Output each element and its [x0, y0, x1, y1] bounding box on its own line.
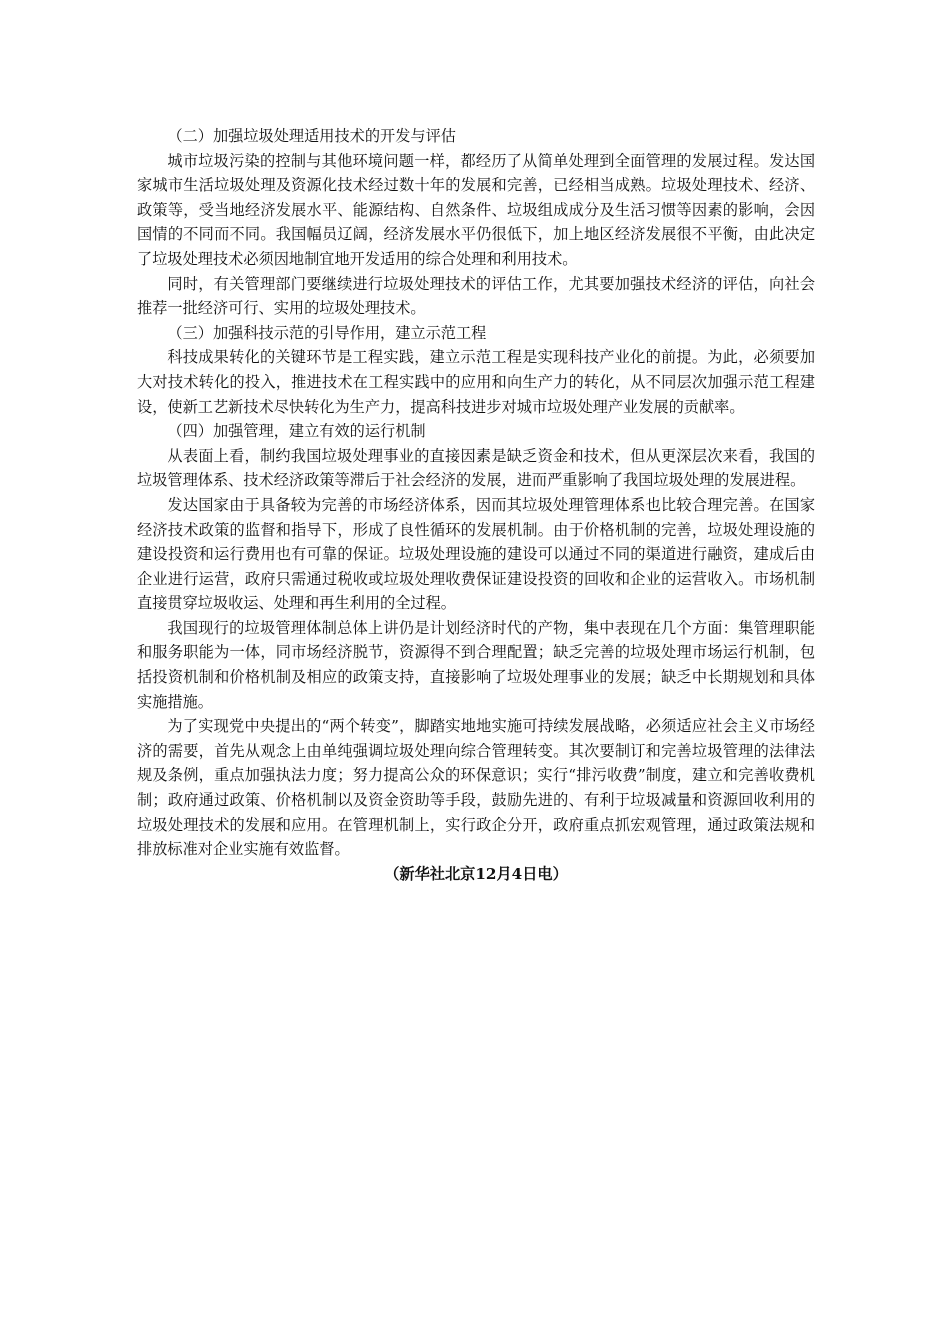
section-heading-2: （二）加强垃圾处理适用技术的开发与评估 [167, 127, 456, 145]
paragraph: 同时，有关管理部门要继续进行垃圾处理技术的评估工作，尤其要加强技术经济的评估，向社会推荐一批经济可行、实用的垃圾处理技术。 [137, 274, 815, 318]
section-heading-4: （四）加强管理，建立有效的运行机制 [167, 422, 426, 441]
paragraph: 科技成果转化的关键环节是工程实践，建立示范工程是实现科技产业化的前提。为此，必须要加大对技术转化的投入，推进技术在工程实践中的应用和向生产力的转化，从不同层次加强示范工程建设，使新工艺新技术尽快转化为生产力，提高科技进步对城市垃圾处理产业发展的贡献率。 [137, 348, 815, 416]
paragraph: 发达国家由于具备较为完善的市场经济体系，因而其垃圾处理管理体系也比较合理完善。在国家经济技术政策的监督和指导下，形成了良性循环的发展机制。由于价格机制的完善，垃圾处理设施的建设投资和运行费用也有可靠的保证。垃圾处理设施的建设可以通过不同的渠道进行融资，建成后由企业进行运营，政府只需通过税收或垃圾处理收费保证建设投资的回收和企业的运营收入。市场机制直接贯穿垃圾收运、处理和再生利用的全过程。 [137, 495, 815, 613]
document-body [137, 124, 815, 886]
section-heading-3: （三）加强科技示范的引导作用，建立示范工程 [167, 323, 487, 342]
dateline: （新华社北京12月4日电） [384, 864, 568, 883]
paragraph: 为了实现党中央提出的“两个转变”，脚踏实地地实施可持续发展战略，必须适应社会主义市场经济的需要，首先从观念上由单纯强调垃圾处理向综合管理转变。其次要制订和完善垃圾管理的法律法规及条例，重点加强执法力度；努力提高公众的环保意识；实行“排污收费”制度，建立和完善收费机制；政府通过政策、价格机制以及资金资助等手段，鼓励先进的、有利于垃圾减量和资源回收利用的垃圾处理技术的发展和应用。在管理机制上，实行政企分开，政府重点抓宏观管理，通过政策法规和排放标准对企业实施有效监督。 [137, 717, 815, 859]
paragraph: 城市垃圾污染的控制与其他环境问题一样，都经历了从简单处理到全面管理的发展过程。发达国家城市生活垃圾处理及资源化技术经过数十年的发展和完善，已经相当成熟。垃圾处理技术、经济、政策等，受当地经济发展水平、能源结构、自然条件、垃圾组成成分及生活习惯等因素的影响，会因国情的不同而不同。我国幅员辽阔，经济发展水平仍很低下，加上地区经济发展很不平衡，由此决定了垃圾处理技术必须因地制宜地开发适用的综合处理和利用技术。 [137, 151, 815, 268]
paragraph: 从表面上看，制约我国垃圾处理事业的直接因素是缺乏资金和技术，但从更深层次来看，我国的垃圾管理体系、技术经济政策等滞后于社会经济的发展，进而严重影响了我国垃圾处理的发展进程。 [137, 446, 815, 490]
paragraph: 我国现行的垃圾管理体制总体上讲仍是计划经济时代的产物，集中表现在几个方面：集管理职能和服务职能为一体，同市场经济脱节，资源得不到合理配置；缺乏完善的垃圾处理市场运行机制，包括投资机制和价格机制及相应的政策支持，直接影响了垃圾处理事业的发展；缺乏中长期规划和具体实施措施。 [137, 618, 815, 711]
